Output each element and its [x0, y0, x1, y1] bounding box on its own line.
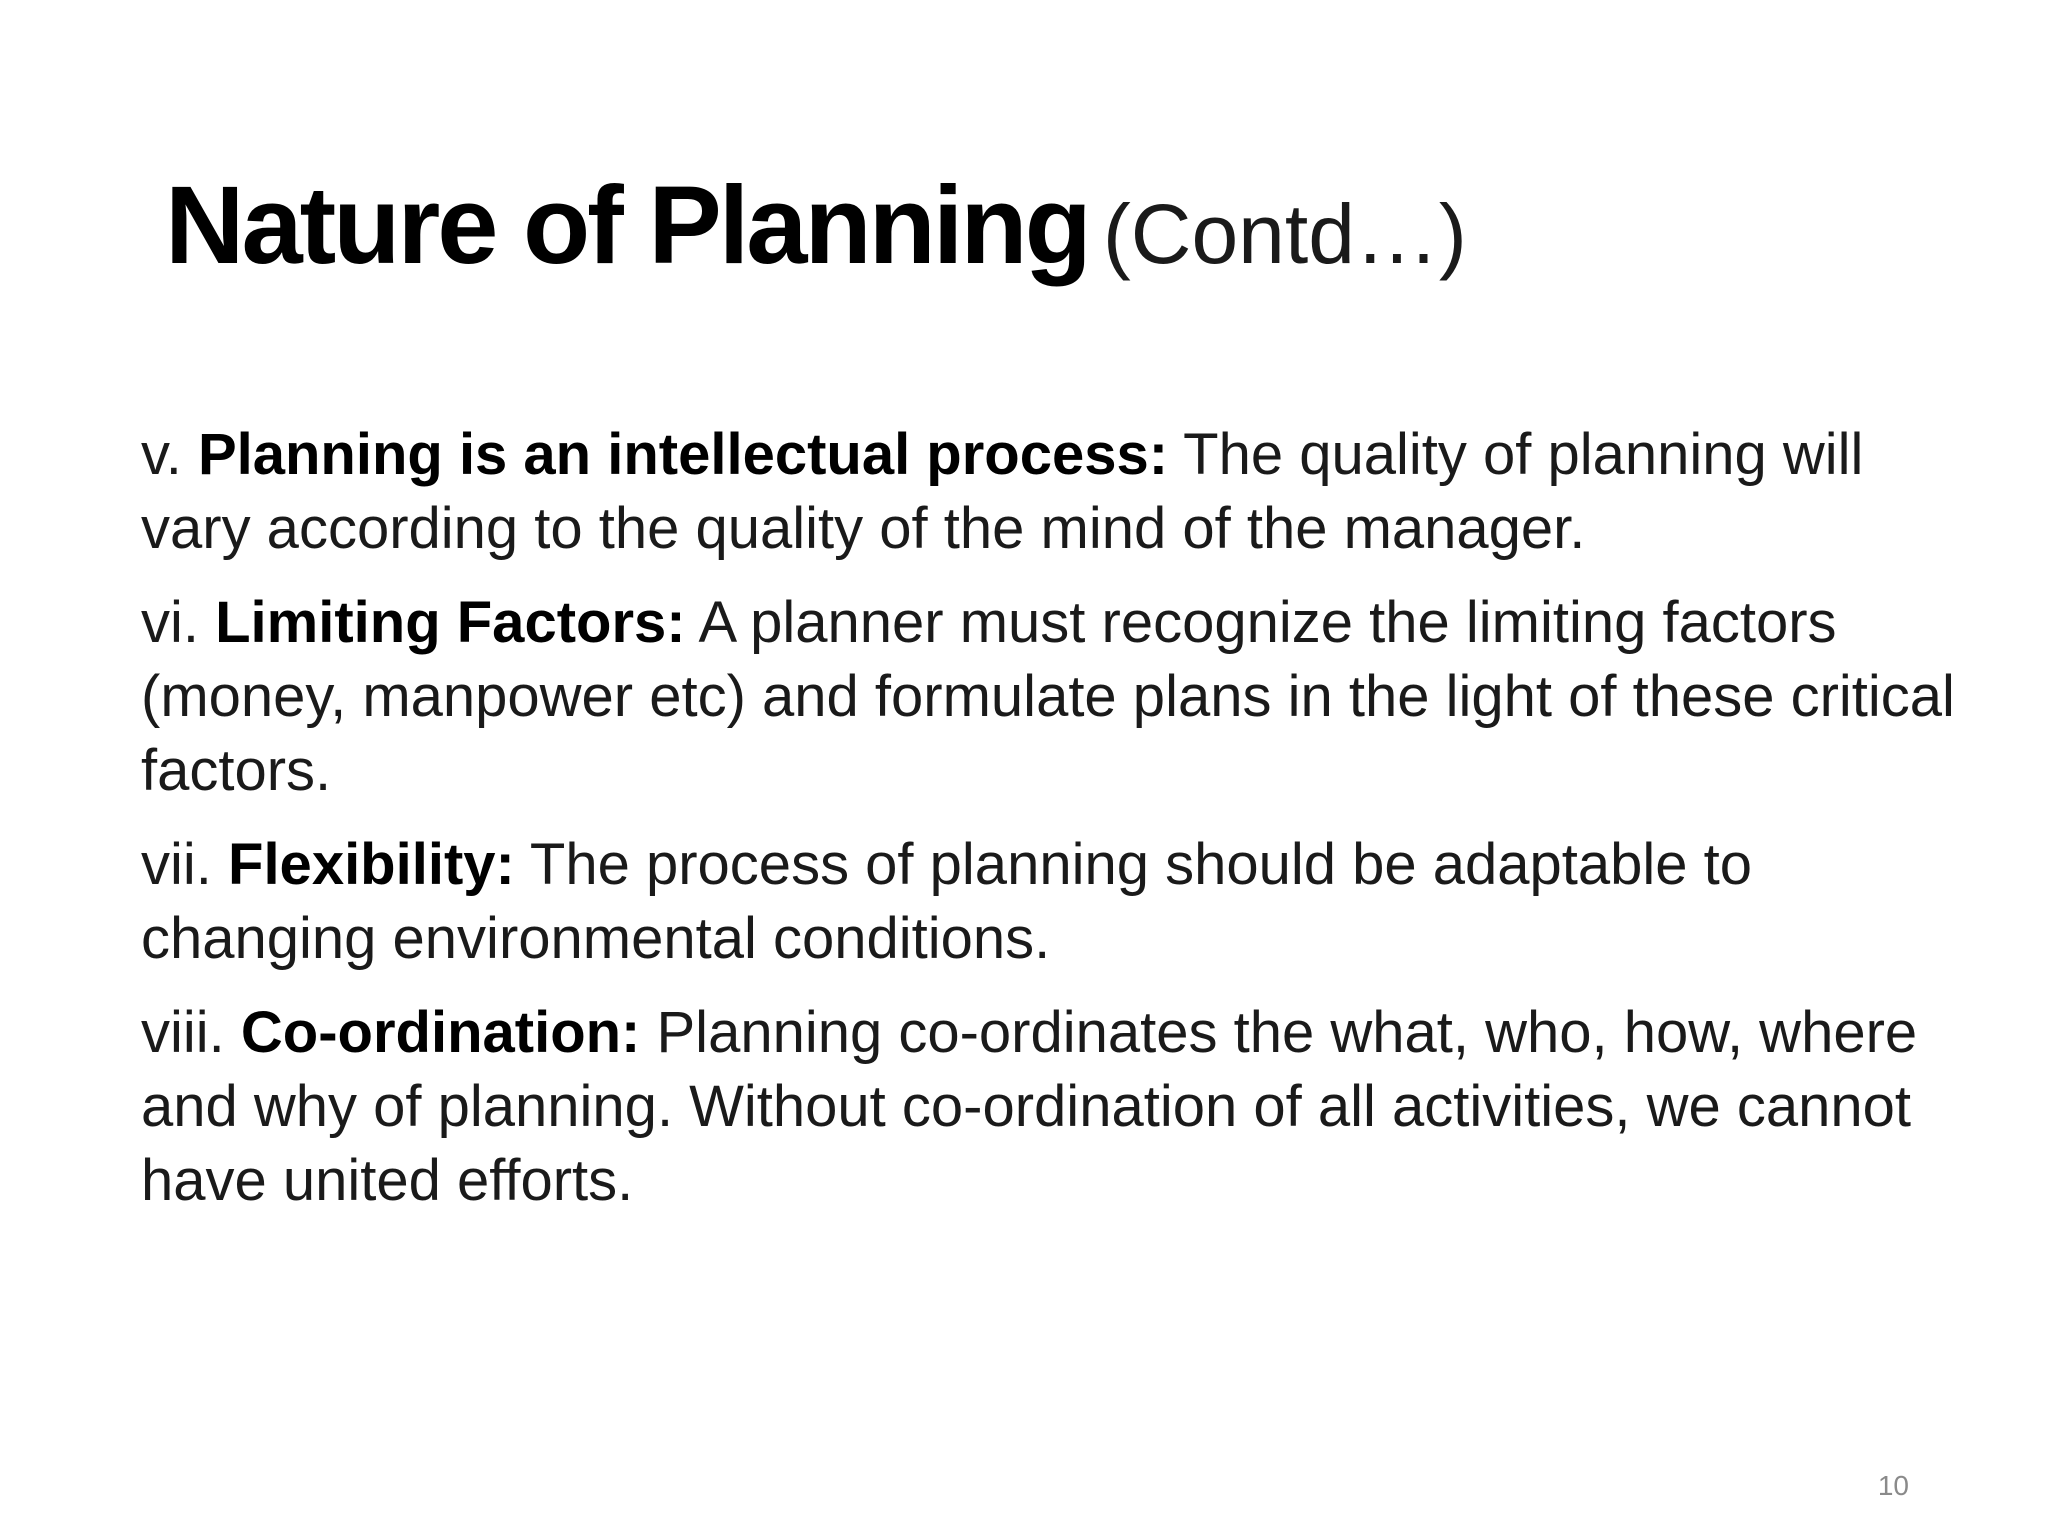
item-numeral: v. — [141, 422, 182, 487]
slide-title-main: Nature of Planning — [165, 164, 1089, 287]
item-text: Planning co-ordinates the what, who, how, where and why of planning. Without co-ordination of all activities, we cannot have united efforts. — [141, 1000, 1918, 1213]
item-numeral: vi. — [141, 590, 199, 655]
list-item — [141, 828, 1971, 976]
item-numeral: vii. — [141, 832, 212, 897]
list-item — [141, 586, 1971, 808]
item-term: Limiting Factors: — [215, 590, 686, 655]
page-number: 10 — [1877, 1470, 1909, 1501]
item-term: Planning is an intellectual process: — [197, 422, 1169, 487]
item-text: The quality of planning will vary according to the quality of the mind of the manager. — [141, 422, 1864, 561]
list-item — [141, 418, 1971, 566]
list-item — [141, 996, 1971, 1218]
item-term: Flexibility: — [228, 832, 515, 897]
slide-body — [141, 418, 1971, 1238]
item-text: A planner must recognize the limiting factors (money, manpower etc) and formulate plans in the light of these critical factors. — [141, 590, 1955, 803]
slide-title-suffix: (Contd…) — [1102, 187, 1467, 281]
item-text: The process of planning should be adaptable to changing environmental conditions. — [141, 832, 1753, 971]
slide-title — [165, 165, 1467, 286]
item-term: Co-ordination: — [240, 1000, 641, 1065]
item-numeral: viii. — [141, 1000, 225, 1065]
